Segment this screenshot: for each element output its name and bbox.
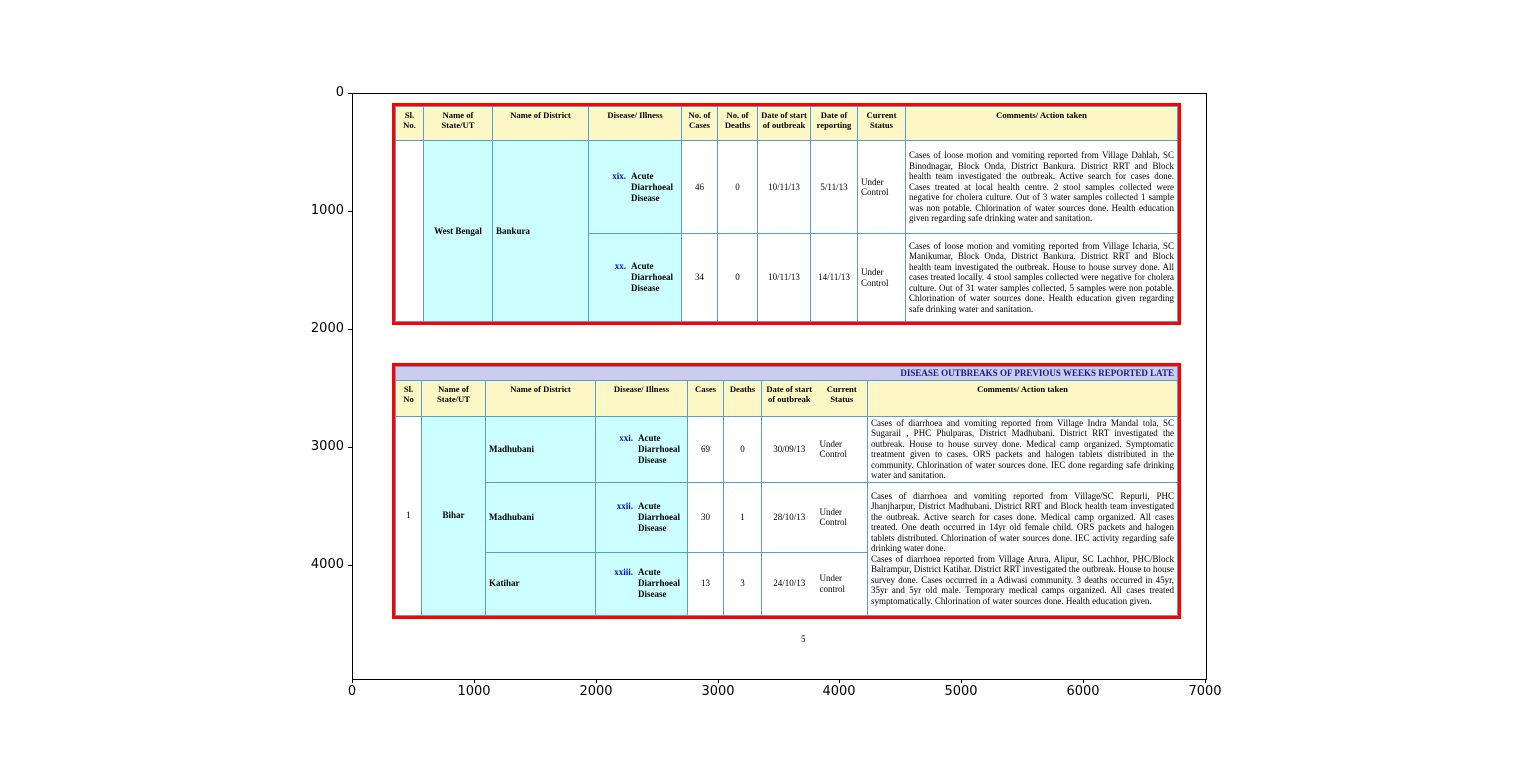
sl-no-cell: 1 [396, 416, 422, 615]
date-start-cell: 24/10/13 [762, 552, 817, 615]
x-axis-tick-label: 1000 [457, 684, 491, 699]
x-axis-tick-label: 5000 [944, 684, 978, 699]
y-axis-tick-label: 4000 [310, 557, 344, 572]
state-cell: West Bengal [424, 141, 493, 322]
date-start-cell: 28/10/13 [762, 482, 817, 552]
column-header-sl-no: Sl. No. [396, 107, 424, 141]
date-start-cell: 10/11/13 [758, 234, 811, 322]
deaths-cell: 0 [724, 416, 762, 482]
disease-cell [596, 552, 688, 615]
disease-cell [589, 141, 682, 234]
district-cell: Bankura [493, 141, 589, 322]
status-cell: Under Control [858, 234, 906, 322]
column-header-sl-no: Sl. No [396, 380, 422, 416]
cases-cell: 46 [682, 141, 718, 234]
column-header-state: Name of State/UT [424, 107, 493, 141]
disease-name: Acute Diarrhoeal Disease [638, 500, 680, 533]
x-axis-tick-label: 7000 [1188, 684, 1222, 699]
cases-cell: 34 [682, 234, 718, 322]
outbreak-table-previous-weeks-grid [395, 366, 1178, 616]
date-reporting-cell: 14/11/13 [811, 234, 858, 322]
district-cell: Madhubani [486, 416, 596, 482]
status-cell: Under Control [817, 416, 868, 482]
table-title-row [396, 367, 1178, 381]
disease-name: Acute Diarrhoeal Disease [638, 567, 680, 599]
comments-paragraph: Cases of diarrhoea and vomiting reported from Village/SC Repurli, PHC Jhanjharpur, District Madhubani. District RRT and Block health team investigated the outbreak. Active search for cases done. Medical camp organized. All cases treated. One death occurred in 14yr old female child. ORS packets and halogen tablets distributed. Chlorination of water sources done. IEC activity regarding safe drinking water done. [871, 490, 1174, 554]
x-axis-tick-label: 2000 [579, 684, 613, 699]
disease-cell [596, 482, 688, 552]
y-axis-tick-label: 0 [335, 85, 344, 100]
date-reporting-cell: 5/11/13 [811, 141, 858, 234]
outbreak-number: xx. [614, 261, 626, 271]
column-header-date-reporting: Date of reporting [811, 107, 858, 141]
table-row [396, 482, 1178, 552]
cases-cell: 13 [688, 552, 724, 615]
disease-cell [589, 234, 682, 322]
previous-weeks-title: DISEASE OUTBREAKS OF PREVIOUS WEEKS REPORTED LATE [396, 367, 1178, 381]
column-header-district: Name of District [486, 380, 596, 416]
y-axis-tick-label: 3000 [310, 439, 344, 454]
table-header-row [396, 107, 1178, 141]
comments-cell: Cases of loose motion and vomiting reported from Village Dahlah, SC Binodnagar, Block Onda, District Bankura. District RRT and Block health team investigated the outbreak. Active search for cases done. Cases treated at local health centre. 2 stool samples collected were negative for cholera culture. Out of 3 water samples collected 1 sample was non potable. Chlorination of water sources done. Health education given regarding safe drinking water and sanitation. [906, 141, 1178, 234]
cases-cell: 30 [688, 482, 724, 552]
sl-no-cell [396, 141, 424, 322]
disease-name: Acute Diarrhoeal Disease [631, 261, 673, 293]
x-axis-tick-label: 4000 [822, 684, 856, 699]
deaths-cell: 0 [718, 141, 758, 234]
column-header-status: Current Status [858, 107, 906, 141]
table-header-row [396, 380, 1178, 416]
x-axis-tick-label: 0 [347, 684, 357, 699]
table-row [396, 141, 1178, 234]
comments-cell: Cases of diarrhoea and vomiting reported from Village Indra Mandal tola, SC Sugarail , PHC Phulparas, District Madhubani. District RRT investigated the outbreak. House to house survey done. Medical camp organized. Symptomatic treatment given to cases. ORS packets and halogen tablets distributed in the community. Chlorination of water sources done. IEC done regarding safe drinking water and sanitation. [868, 416, 1178, 482]
column-header-status: Current Status [817, 380, 868, 416]
y-axis-tick-label: 1000 [310, 203, 344, 218]
column-header-date-start: Date of start of outbreak [758, 107, 811, 141]
column-header-comments: Comments/ Action taken [906, 107, 1178, 141]
outbreak-number: xxii. [616, 500, 633, 511]
column-header-state: Name of State/UT [422, 380, 486, 416]
deaths-cell: 0 [718, 234, 758, 322]
page-number: 5 [801, 634, 806, 644]
comments-cell-merged [868, 482, 1178, 615]
column-header-disease: Disease/ Illness [589, 107, 682, 141]
disease-cell [596, 416, 688, 482]
column-header-deaths: No. of Deaths [718, 107, 758, 141]
table-row [396, 416, 1178, 482]
disease-name: Acute Diarrhoeal Disease [631, 170, 673, 203]
outbreak-number: xix. [612, 170, 626, 181]
status-cell: Under Control [858, 141, 906, 234]
column-header-deaths: Deaths [724, 380, 762, 416]
column-header-cases: Cases [688, 380, 724, 416]
outbreak-table-current-week-grid [395, 106, 1178, 322]
disease-name: Acute Diarrhoeal Disease [638, 432, 680, 465]
column-header-comments: Comments/ Action taken [868, 380, 1178, 416]
comments-cell: Cases of loose motion and vomiting reported from Village Icharia, SC Manikumar, Block Onda, District Bankura. District RRT and Block health team investigated the outbreak. House to house survey done. All cases treated locally. 4 stool samples collected were negative for cholera culture. Out of 31 water samples collected, 5 samples were non potable. Chlorination of water sources done. Health education given regarding safe drinking water and sanitation. [906, 234, 1178, 322]
y-axis-tick-label: 2000 [310, 321, 344, 336]
plot-axes [352, 93, 1207, 680]
deaths-cell: 1 [724, 482, 762, 552]
column-header-district: Name of District [493, 107, 589, 141]
x-axis-tick-label: 3000 [701, 684, 735, 699]
outbreak-table-previous-weeks [392, 363, 1181, 619]
outbreak-number: xxi. [619, 432, 633, 443]
cases-cell: 69 [688, 416, 724, 482]
district-cell: Katihar [486, 552, 596, 615]
deaths-cell: 3 [724, 552, 762, 615]
status-cell: Under Control [817, 482, 868, 552]
outbreak-table-current-week [392, 103, 1181, 325]
outbreak-number: xxiii. [614, 567, 633, 577]
column-header-date-start: Date of start of outbreak [762, 380, 817, 416]
column-header-disease: Disease/ Illness [596, 380, 688, 416]
district-cell: Madhubani [486, 482, 596, 552]
comments-paragraph: Cases of diarrhoea reported from Village Arura, Alipur, SC Lachhor, PHC/Block Balrampur, District Katihar. District RRT investigated the outbreak. House to house survey done. Cases occurred in a Adiwasi community. 3 deaths occurred in 45yr, 35yr and 5yr old male. Temporary medical camps organized. All cases treated symptomatically. Chlorination of water sources done. Health education given. [871, 553, 1174, 606]
date-start-cell: 30/09/13 [762, 416, 817, 482]
x-axis-tick-label: 6000 [1066, 684, 1100, 699]
column-header-cases: No. of Cases [682, 107, 718, 141]
date-start-cell: 10/11/13 [758, 141, 811, 234]
state-cell: Bihar [422, 416, 486, 615]
status-cell: Under control [817, 552, 868, 615]
